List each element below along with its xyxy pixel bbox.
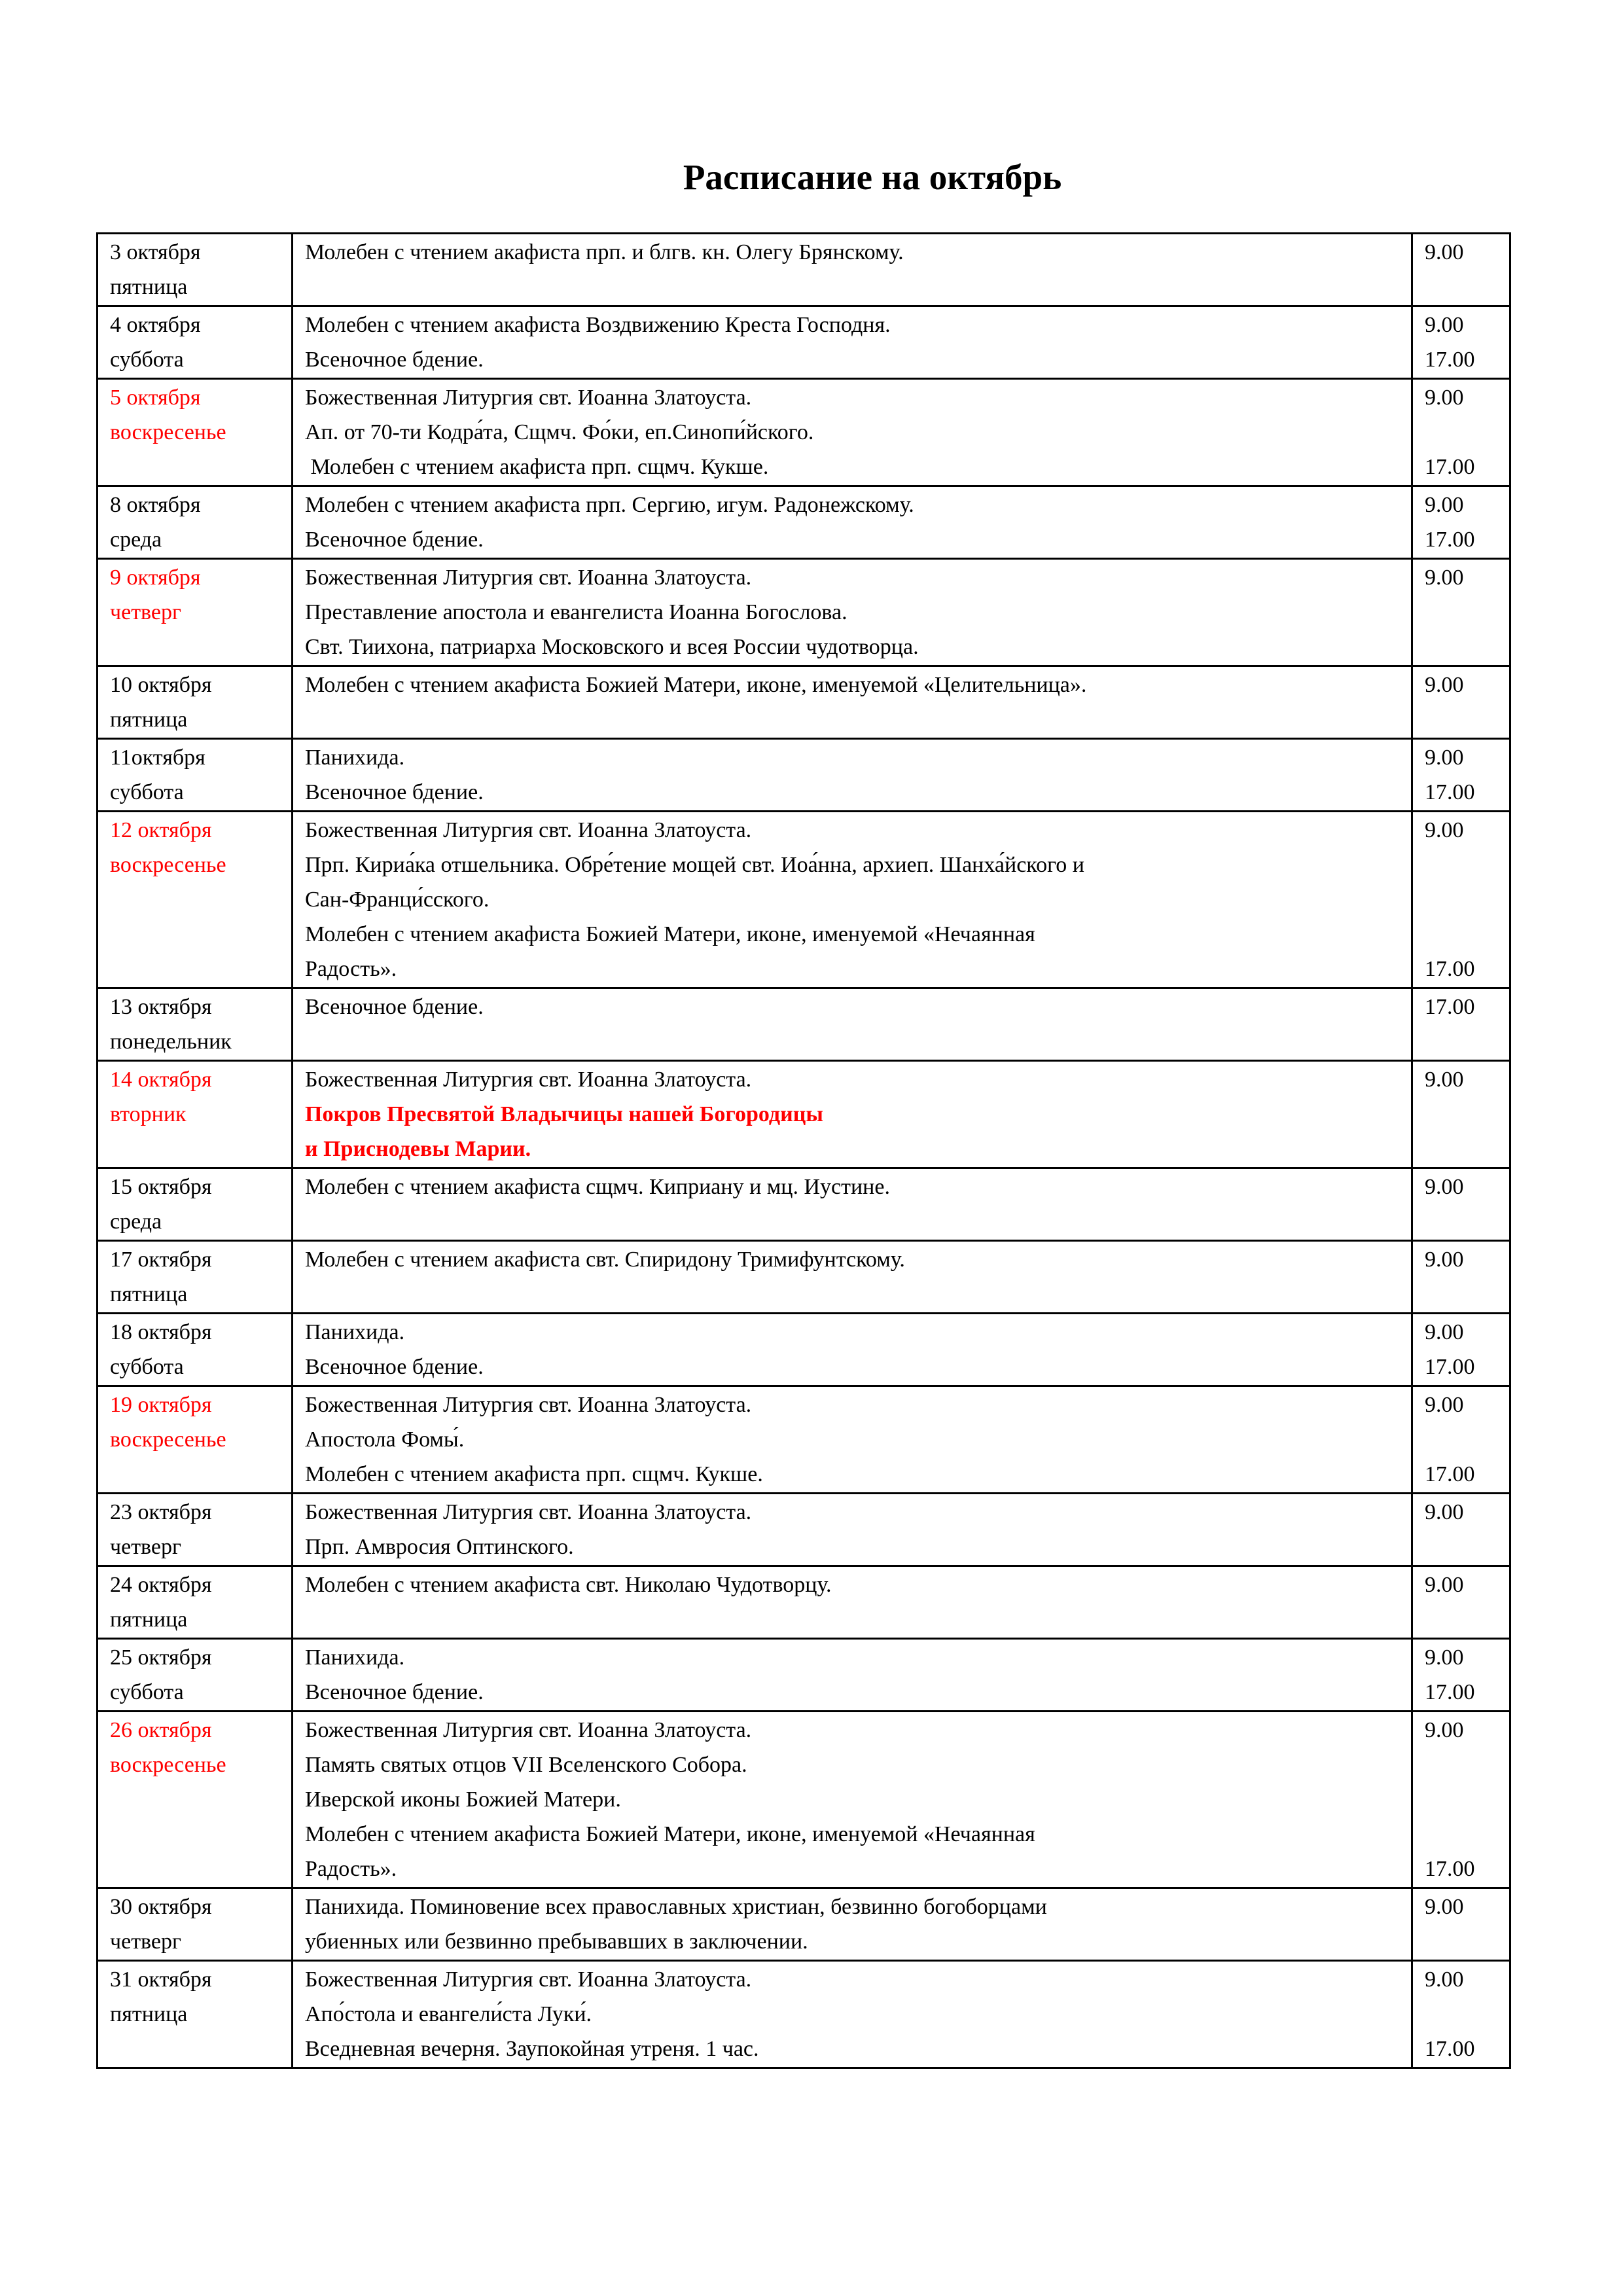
service-cell bbox=[293, 1639, 1412, 1712]
text-line: Апостола Фомы́. bbox=[305, 1427, 465, 1452]
table-row bbox=[98, 666, 1510, 739]
date-cell bbox=[98, 1961, 293, 2068]
text-line: 9.00 bbox=[1425, 565, 1464, 590]
time-cell bbox=[1412, 379, 1510, 486]
text-line: Божественная Литургия свт. Иоанна Златоуста. bbox=[305, 1967, 752, 1992]
time-cell bbox=[1412, 1566, 1510, 1639]
date-cell bbox=[98, 1639, 293, 1712]
service-cell bbox=[293, 1314, 1412, 1386]
text-line: 9.00 bbox=[1425, 818, 1464, 842]
text-line: 24 октября bbox=[110, 1573, 212, 1597]
text-line: 9.00 bbox=[1425, 1500, 1464, 1524]
text-line: Панихида. bbox=[305, 1320, 405, 1344]
text-line bbox=[1425, 882, 1504, 917]
time-cell bbox=[1412, 1314, 1510, 1386]
text-line: Молебен с чтением акафиста прп. сщмч. Кукше. bbox=[305, 455, 769, 479]
table-row bbox=[98, 559, 1510, 666]
time-cell bbox=[1412, 1061, 1510, 1168]
text-line: пятница bbox=[110, 1282, 188, 1306]
service-cell bbox=[293, 306, 1412, 379]
text-line: 17.00 bbox=[1425, 348, 1475, 372]
date-cell bbox=[98, 1241, 293, 1314]
date-cell bbox=[98, 739, 293, 812]
text-line: 9.00 bbox=[1425, 493, 1464, 517]
table-row bbox=[98, 739, 1510, 812]
table-row bbox=[98, 1961, 1510, 2068]
service-cell bbox=[293, 666, 1412, 739]
text-line: Божественная Литургия свт. Иоанна Златоуста. bbox=[305, 1718, 752, 1742]
text-line: Вседневная вечерня. Заупокойная утреня. 1 час. bbox=[305, 2037, 759, 2061]
text-line: 9.00 bbox=[1425, 1247, 1464, 1272]
date-cell bbox=[98, 1061, 293, 1168]
text-line: 15 октября bbox=[110, 1175, 212, 1199]
text-line: вторник bbox=[110, 1102, 187, 1126]
text-line bbox=[1425, 1997, 1504, 2032]
text-line: Божественная Литургия свт. Иоанна Златоуста. bbox=[305, 1393, 752, 1417]
text-line: 8 октября bbox=[110, 493, 201, 517]
text-line: 19 октября bbox=[110, 1393, 212, 1417]
text-line: 9.00 bbox=[1425, 1967, 1464, 1992]
text-line: 17 октября bbox=[110, 1247, 212, 1272]
text-line: Молебен с чтением акафиста Божией Матери, иконе, именуемой «Нечаянная bbox=[305, 1822, 1035, 1846]
time-cell bbox=[1412, 1241, 1510, 1314]
service-cell bbox=[293, 1494, 1412, 1566]
text-line: Божественная Литургия свт. Иоанна Златоуста. bbox=[305, 818, 752, 842]
date-cell bbox=[98, 559, 293, 666]
table-row bbox=[98, 812, 1510, 988]
text-line: Молебен с чтением акафиста прп. сщмч. Кукше. bbox=[305, 1462, 763, 1486]
table-row bbox=[98, 1168, 1510, 1241]
text-line: 9 октября bbox=[110, 565, 201, 590]
text-line: Молебен с чтением акафиста свт. Николаю Чудотворцу. bbox=[305, 1573, 832, 1597]
time-cell bbox=[1412, 666, 1510, 739]
text-line: и Приснодевы Марии. bbox=[305, 1137, 531, 1161]
text-line: Панихида. bbox=[305, 745, 405, 770]
text-line: 17.00 bbox=[1425, 2037, 1475, 2061]
time-cell bbox=[1412, 1712, 1510, 1888]
text-line: Апо́стола и евангели́ста Луки́. bbox=[305, 2002, 592, 2026]
service-cell bbox=[293, 234, 1412, 306]
date-cell bbox=[98, 234, 293, 306]
table-row bbox=[98, 988, 1510, 1061]
text-line: 17.00 bbox=[1425, 995, 1475, 1019]
text-line: 9.00 bbox=[1425, 1645, 1464, 1670]
schedule-table bbox=[96, 232, 1511, 2069]
page-title: Расписание на октябрь bbox=[683, 157, 1062, 197]
date-cell bbox=[98, 306, 293, 379]
date-cell bbox=[98, 1494, 293, 1566]
text-line: Молебен с чтением акафиста свт. Спиридону Тримифунтскому. bbox=[305, 1247, 905, 1272]
text-line: воскресенье bbox=[110, 1427, 226, 1452]
date-cell bbox=[98, 1314, 293, 1386]
time-cell bbox=[1412, 1386, 1510, 1494]
service-cell bbox=[293, 812, 1412, 988]
text-line: Молебен с чтением акафиста Божией Матери, иконе, именуемой «Нечаянная bbox=[305, 922, 1035, 946]
text-line bbox=[1425, 1782, 1504, 1817]
time-cell bbox=[1412, 1888, 1510, 1961]
text-line: Всеночное бдение. bbox=[305, 348, 484, 372]
time-cell bbox=[1412, 1961, 1510, 2068]
text-line bbox=[1425, 1748, 1504, 1782]
text-line: 9.00 bbox=[1425, 673, 1464, 697]
text-line: 17.00 bbox=[1425, 1857, 1475, 1881]
text-line: Прп. Амвросия Оптинского. bbox=[305, 1535, 574, 1559]
text-line: Молебен с чтением акафиста прп. Сергию, игум. Радонежскому. bbox=[305, 493, 914, 517]
text-line bbox=[1425, 917, 1504, 952]
text-line: 14 октября bbox=[110, 1067, 212, 1092]
date-cell bbox=[98, 1386, 293, 1494]
text-line: Молебен с чтением акафиста Божией Матери, иконе, именуемой «Целительница». bbox=[305, 673, 1087, 697]
text-line: убиенных или безвинно пребывавших в заключении. bbox=[305, 1929, 808, 1954]
time-cell bbox=[1412, 486, 1510, 559]
text-line: 9.00 bbox=[1425, 1718, 1464, 1742]
time-cell bbox=[1412, 1639, 1510, 1712]
service-cell bbox=[293, 1712, 1412, 1888]
time-cell bbox=[1412, 1494, 1510, 1566]
service-cell bbox=[293, 988, 1412, 1061]
time-cell bbox=[1412, 988, 1510, 1061]
text-line: 4 октября bbox=[110, 313, 201, 337]
text-line: Всеночное бдение. bbox=[305, 780, 484, 804]
text-line: Божественная Литургия свт. Иоанна Златоуста. bbox=[305, 565, 752, 590]
date-cell bbox=[98, 1712, 293, 1888]
text-line: четверг bbox=[110, 1535, 181, 1559]
text-line: Божественная Литургия свт. Иоанна Златоуста. bbox=[305, 386, 752, 410]
service-cell bbox=[293, 1386, 1412, 1494]
text-line: Молебен с чтением акафиста прп. и блгв. кн. Олегу Брянскому. bbox=[305, 240, 904, 264]
text-line bbox=[1425, 415, 1504, 450]
text-line: Божественная Литургия свт. Иоанна Златоуста. bbox=[305, 1500, 752, 1524]
text-line: 9.00 bbox=[1425, 745, 1464, 770]
text-line: 9.00 bbox=[1425, 1573, 1464, 1597]
table-row bbox=[98, 306, 1510, 379]
date-cell bbox=[98, 486, 293, 559]
schedule-table-body bbox=[98, 234, 1510, 2068]
text-line: 17.00 bbox=[1425, 957, 1475, 981]
text-line: 26 октября bbox=[110, 1718, 212, 1742]
service-cell bbox=[293, 1241, 1412, 1314]
table-row bbox=[98, 379, 1510, 486]
text-line: Ап. от 70-ти Кодра́та, Сщмч. Фо́ки, еп.Синопи́йского. bbox=[305, 420, 814, 444]
service-cell bbox=[293, 1168, 1412, 1241]
date-cell bbox=[98, 1888, 293, 1961]
text-line: 17.00 bbox=[1425, 528, 1475, 552]
text-line: Сан-Франци́сского. bbox=[305, 888, 490, 912]
table-row bbox=[98, 486, 1510, 559]
text-line: 17.00 bbox=[1425, 1462, 1475, 1486]
text-line: Молебен с чтением акафиста сщмч. Киприану и мц. Иустине. bbox=[305, 1175, 890, 1199]
service-cell bbox=[293, 559, 1412, 666]
table-row bbox=[98, 1314, 1510, 1386]
time-cell bbox=[1412, 739, 1510, 812]
text-line: 23 октября bbox=[110, 1500, 212, 1524]
text-line: суббота bbox=[110, 780, 184, 804]
text-line: 12 октября bbox=[110, 818, 212, 842]
text-line: Божественная Литургия свт. Иоанна Златоуста. bbox=[305, 1067, 752, 1092]
date-cell bbox=[98, 379, 293, 486]
text-line: 9.00 bbox=[1425, 313, 1464, 337]
text-line: 17.00 bbox=[1425, 455, 1475, 479]
text-line: среда bbox=[110, 528, 162, 552]
text-line: Всеночное бдение. bbox=[305, 1680, 484, 1704]
time-cell bbox=[1412, 1168, 1510, 1241]
text-line: 17.00 bbox=[1425, 1680, 1475, 1704]
service-cell bbox=[293, 739, 1412, 812]
text-line: 9.00 bbox=[1425, 1895, 1464, 1919]
date-cell bbox=[98, 1566, 293, 1639]
text-line: Покров Пресвятой Владычицы нашей Богородицы bbox=[305, 1102, 823, 1126]
text-line: Всеночное бдение. bbox=[305, 1355, 484, 1379]
text-line: суббота bbox=[110, 1355, 184, 1379]
service-cell bbox=[293, 486, 1412, 559]
text-line: 18 октября bbox=[110, 1320, 212, 1344]
text-line: суббота bbox=[110, 348, 184, 372]
date-cell bbox=[98, 988, 293, 1061]
table-row bbox=[98, 1639, 1510, 1712]
service-cell bbox=[293, 1061, 1412, 1168]
text-line: 9.00 bbox=[1425, 1320, 1464, 1344]
text-line: пятница bbox=[110, 1607, 188, 1632]
text-line: Молебен с чтением акафиста Воздвижению Креста Господня. bbox=[305, 313, 891, 337]
text-line: четверг bbox=[110, 600, 181, 624]
text-line: воскресенье bbox=[110, 420, 226, 444]
text-line: Прп. Кириа́ка отшельника. Обре́тение мощей свт. Иоа́нна, архиеп. Шанха́йского и bbox=[305, 853, 1084, 877]
text-line: пятница bbox=[110, 708, 188, 732]
table-row bbox=[98, 1241, 1510, 1314]
text-line: 11октября bbox=[110, 745, 205, 770]
text-line: 9.00 bbox=[1425, 1067, 1464, 1092]
text-line: Свт. Тиихона, патриарха Московского и всея России чудотворца. bbox=[305, 635, 919, 659]
text-line: 9.00 bbox=[1425, 386, 1464, 410]
table-row bbox=[98, 1712, 1510, 1888]
text-line: суббота bbox=[110, 1680, 184, 1704]
text-line: понедельник bbox=[110, 1030, 232, 1054]
text-line: 17.00 bbox=[1425, 1355, 1475, 1379]
text-line: Всеночное бдение. bbox=[305, 528, 484, 552]
text-line: 13 октября bbox=[110, 995, 212, 1019]
text-line: 31 октября bbox=[110, 1967, 212, 1992]
text-line: 9.00 bbox=[1425, 1175, 1464, 1199]
table-row bbox=[98, 1494, 1510, 1566]
text-line bbox=[1425, 1422, 1504, 1457]
text-line: четверг bbox=[110, 1929, 181, 1954]
text-line: 30 октября bbox=[110, 1895, 212, 1919]
text-line: 9.00 bbox=[1425, 240, 1464, 264]
text-line: Панихида. bbox=[305, 1645, 405, 1670]
time-cell bbox=[1412, 812, 1510, 988]
service-cell bbox=[293, 379, 1412, 486]
text-line bbox=[1425, 1817, 1504, 1852]
text-line: 3 октября bbox=[110, 240, 201, 264]
text-line: 9.00 bbox=[1425, 1393, 1464, 1417]
time-cell bbox=[1412, 306, 1510, 379]
text-line: 10 октября bbox=[110, 673, 212, 697]
table-row bbox=[98, 1061, 1510, 1168]
text-line: среда bbox=[110, 1210, 162, 1234]
text-line: пятница bbox=[110, 275, 188, 299]
text-line: Радость». bbox=[305, 1857, 397, 1881]
service-cell bbox=[293, 1888, 1412, 1961]
text-line: Всеночное бдение. bbox=[305, 995, 484, 1019]
text-line: 25 октября bbox=[110, 1645, 212, 1670]
date-cell bbox=[98, 1168, 293, 1241]
table-row bbox=[98, 234, 1510, 306]
service-cell bbox=[293, 1961, 1412, 2068]
text-line: Преставление апостола и евангелиста Иоанна Богослова. bbox=[305, 600, 847, 624]
text-line: 5 октября bbox=[110, 386, 201, 410]
table-row bbox=[98, 1888, 1510, 1961]
text-line: воскресенье bbox=[110, 1753, 226, 1777]
text-line bbox=[1425, 848, 1504, 882]
text-line: воскресенье bbox=[110, 853, 226, 877]
time-cell bbox=[1412, 234, 1510, 306]
date-cell bbox=[98, 666, 293, 739]
text-line: Радость». bbox=[305, 957, 397, 981]
date-cell bbox=[98, 812, 293, 988]
text-line: Иверской иконы Божией Матери. bbox=[305, 1787, 621, 1812]
text-line: 17.00 bbox=[1425, 780, 1475, 804]
service-cell bbox=[293, 1566, 1412, 1639]
time-cell bbox=[1412, 559, 1510, 666]
text-line: Память святых отцов VII Вселенского Собора. bbox=[305, 1753, 747, 1777]
table-row bbox=[98, 1566, 1510, 1639]
table-row bbox=[98, 1386, 1510, 1494]
text-line: Панихида. Поминовение всех православных христиан, безвинно богоборцами bbox=[305, 1895, 1047, 1919]
text-line: пятница bbox=[110, 2002, 188, 2026]
